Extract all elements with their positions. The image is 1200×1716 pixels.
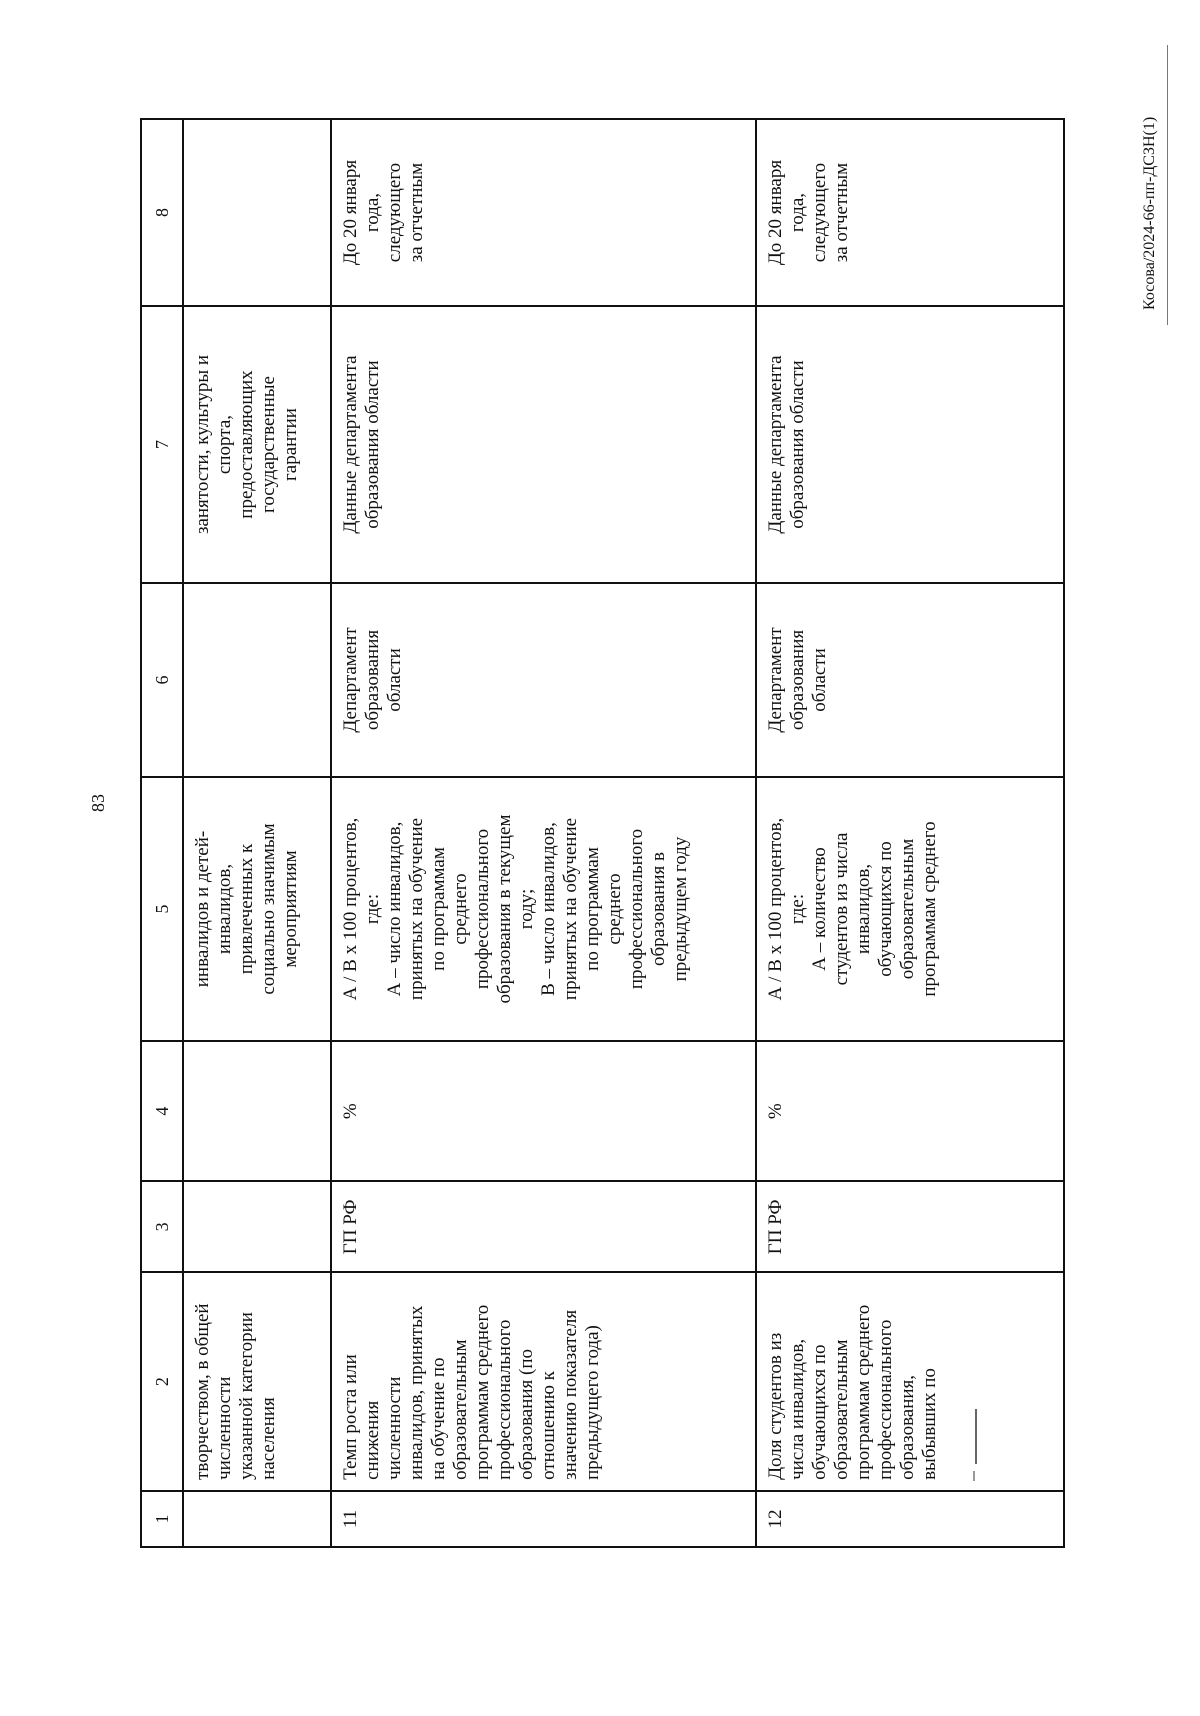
cell-indicator-name: Доля студентов из числа инвалидов, обучающихся по образовательным программам среднего профессионального образования, выбывших по	[756, 1272, 1064, 1491]
table-row	[331, 119, 756, 1547]
header-col-6: 6	[141, 583, 183, 777]
header-col-3: 3	[141, 1181, 183, 1272]
header-col-8: 8	[141, 119, 183, 306]
cell-indicator-name: творчеством, в общей численности указанной категории населения	[183, 1272, 331, 1491]
header-row	[141, 119, 183, 1547]
header-col-2: 2	[141, 1272, 183, 1491]
cell-responsible: Департамент образования области	[756, 583, 1064, 777]
cell-data-source: Данные департамента образования области	[331, 306, 756, 583]
cell-data-source: Данные департамента образования области	[756, 306, 1064, 583]
indicator-table	[140, 118, 1065, 1548]
cell-source	[183, 1181, 331, 1272]
cell-number	[183, 1491, 331, 1547]
cell-formula: А / В х 100 процентов, где: А – число инвалидов, принятых на обучение по программам среднего профессионального образования в текущем году; В – число инвалидов, принятых на обучение по программам среднего профессионального образования в предыдущем году	[331, 777, 756, 1041]
cell-responsible	[183, 583, 331, 777]
cell-formula: А / В х 100 процентов, где: А – количество студентов из числа инвалидов, обучающихся по образовательным программам среднего	[756, 777, 1064, 1041]
cell-number: 12	[756, 1491, 1064, 1547]
table-row	[183, 119, 331, 1547]
table-row	[756, 119, 1064, 1547]
cell-responsible: Департамент образования области	[331, 583, 756, 777]
cell-deadline: До 20 января года, следующего за отчетным	[331, 119, 756, 306]
cell-source: ГП РФ	[756, 1181, 1064, 1272]
page-number: 83	[88, 794, 108, 812]
cell-number: 11	[331, 1491, 756, 1547]
header-col-4: 4	[141, 1041, 183, 1181]
cell-unit	[183, 1041, 331, 1181]
margin-line	[1167, 45, 1168, 325]
header-col-1: 1	[141, 1491, 183, 1547]
cell-indicator-name: Темп роста или снижения численности инвалидов, принятых на обучение по образовательным программам среднего профессионального образования (по отношению к значению показателя предыдущего года)	[331, 1272, 756, 1491]
indicator-table-container	[140, 118, 1063, 1548]
header-col-7: 7	[141, 306, 183, 583]
document-code: Косова/2024-66-пп-ДСЗН(1)	[1141, 116, 1158, 310]
header-col-5: 5	[141, 777, 183, 1041]
cell-source: ГП РФ	[331, 1181, 756, 1272]
cell-unit: %	[331, 1041, 756, 1181]
cell-deadline: До 20 января года, следующего за отчетным	[756, 119, 1064, 306]
cell-data-source: занятости, культуры и спорта, предоставляющих государственные гарантии	[183, 306, 331, 583]
cell-deadline	[183, 119, 331, 306]
cell-formula: инвалидов и детей- инвалидов, привлеченных к социально значимым мероприятиям	[183, 777, 331, 1041]
cell-unit: %	[756, 1041, 1064, 1181]
